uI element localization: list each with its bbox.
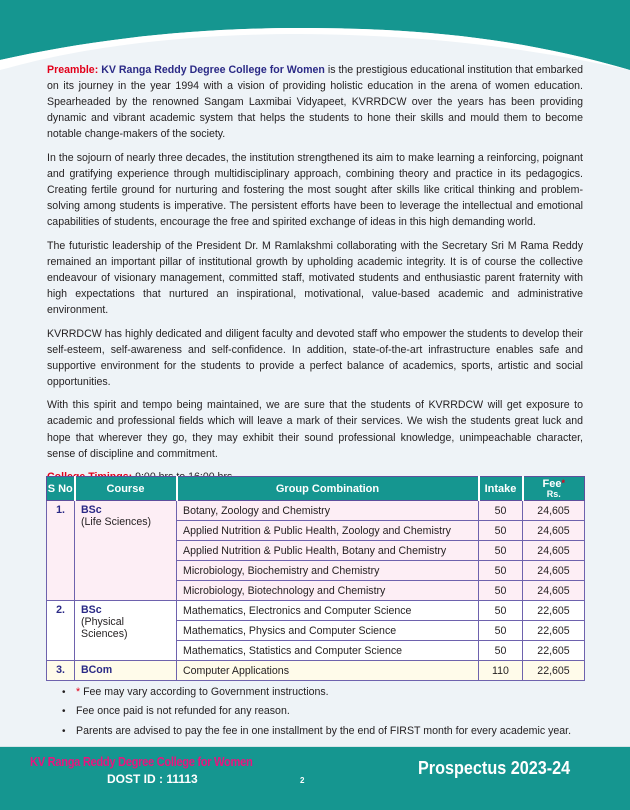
fee-cell: 22,605 [523, 621, 585, 641]
combination-cell: Computer Applications [177, 661, 479, 681]
sno-cell: 3. [47, 661, 75, 681]
header-wave-shape [0, 0, 630, 70]
paragraph-leadership: The futuristic leadership of the President Dr. M Ramlakshmi collaborating with the Secretary Sri M Rama Reddy remained an important pillar of institutional growth by upholding academic integrity. It is of course the collective endeavour of visionary management, committed staff, motivated students and enthusiastic parent fraternity with high expectations that nurtured an inspirational, motivational, value-based academic and administrative environment. [47, 239, 583, 317]
combination-cell: Botany, Zoology and Chemistry [177, 501, 479, 521]
header-decorative-band [0, 0, 630, 70]
fee-unit: Rs. [546, 489, 561, 499]
fee-cell: 24,605 [523, 561, 585, 581]
table-row [47, 501, 585, 521]
courses-table [46, 476, 585, 681]
course-cell: BSc (Life Sciences) [75, 501, 177, 601]
note-asterisk: * [76, 686, 81, 698]
fee-cell: 22,605 [523, 601, 585, 621]
intake-cell: 50 [479, 621, 523, 641]
intake-cell: 50 [479, 561, 523, 581]
intake-cell: 50 [479, 581, 523, 601]
header-group: Group Combination [177, 477, 479, 501]
combination-cell: Applied Nutrition & Public Health, Botany and Chemistry [177, 541, 479, 561]
combination-cell: Microbiology, Biotechnology and Chemistry [177, 581, 479, 601]
header-sno: S No [47, 477, 75, 501]
footer-college-name: KV Ranga Reddy Degree College for Women [30, 754, 253, 769]
intake-cell: 50 [479, 641, 523, 661]
table-header-row [47, 477, 585, 501]
intake-cell: 50 [479, 541, 523, 561]
note-item: • * Fee may vary according to Government instructions. [62, 683, 592, 702]
college-name: KV Ranga Reddy Degree College for Women [101, 64, 325, 76]
fee-cell: 22,605 [523, 641, 585, 661]
note-item: • Fee once paid is not refunded for any reason. [62, 702, 592, 721]
intake-cell: 50 [479, 521, 523, 541]
note-item: • Parents are advised to pay the fee in one installment by the end of FIRST month for every academic year. [62, 722, 592, 741]
fee-cell: 24,605 [523, 581, 585, 601]
fee-cell: 24,605 [523, 521, 585, 541]
sno-cell: 2. [47, 601, 75, 661]
sno-cell: 1. [47, 501, 75, 601]
header-course: Course [75, 477, 177, 501]
intake-cell: 50 [479, 601, 523, 621]
table-row [47, 601, 585, 621]
combination-cell: Microbiology, Biochemistry and Chemistry [177, 561, 479, 581]
preamble-text: is the prestigious educational institution that embarked on its journey in the year 1994 with a vision of providing holistic education in the arena of women education. Spearheaded by the renowned Sangam Laxmibai Vidyapeet, KVRRDCW over the years has been providing dynamic and vibrant academic system that helps the students to hone their skills and mould them to become notable change-makers of the society. [47, 64, 583, 141]
page-footer [0, 746, 630, 810]
fee-notes-list [62, 683, 592, 741]
intake-cell: 110 [479, 661, 523, 681]
footer-dost-id: DOST ID : 11113 [107, 772, 198, 786]
paragraph-faculty: KVRRDCW has highly dedicated and diligent faculty and devoted staff who empower the students to develop their self-esteem, self-awareness and self-confidence. In addition, state-of-the-art infrastructure enables safe and supportive environment for the students to provide a perfect balance of academics, sports, artistic and social opportunities. [47, 327, 583, 388]
table-row [47, 661, 585, 681]
fee-asterisk: * [561, 478, 565, 488]
prospectus-body [47, 62, 583, 516]
fee-cell: 24,605 [523, 541, 585, 561]
fee-cell: 24,605 [523, 501, 585, 521]
preamble-label: Preamble: [47, 64, 99, 76]
intake-cell: 50 [479, 501, 523, 521]
header-fee: Fee* Rs. [523, 477, 585, 501]
course-cell: BCom [75, 661, 177, 681]
paragraph-sojourn: In the sojourn of nearly three decades, the institution strengthened its aim to make learning a reinforcing, poignant and gratifying experience through multidisciplinary approach, combining theory and practice in its pedagogics. Creating fertile ground for nurturing and fostering the most sought after skills like critical thinking and problem-solving among students is imperative. The persistent efforts have been to leverage the intellectual and emotional capabilities of students, encourage the free and spirited exchange of ideas in this high demanding world. [47, 151, 583, 229]
header-intake: Intake [479, 477, 523, 501]
page-number: 2 [300, 776, 305, 785]
combination-cell: Mathematics, Electronics and Computer Science [177, 601, 479, 621]
combination-cell: Applied Nutrition & Public Health, Zoology and Chemistry [177, 521, 479, 541]
combination-cell: Mathematics, Physics and Computer Science [177, 621, 479, 641]
preamble-paragraph [47, 62, 583, 142]
paragraph-closing: With this spirit and tempo being maintained, we are sure that the students of KVRRDCW will get exposure to academic and professional fields which will leave a mark of their services. We wish the students great luck and hope that wherever they go, they may exhibit their sound professional knowledge, unimpeachable character, sense of discipline and commitment. [47, 399, 583, 460]
footer-prospectus-title: Prospectus 2023-24 [418, 758, 571, 778]
course-cell: BSc (Physical Sciences) [75, 601, 177, 661]
combination-cell: Mathematics, Statistics and Computer Science [177, 641, 479, 661]
fee-cell: 22,605 [523, 661, 585, 681]
